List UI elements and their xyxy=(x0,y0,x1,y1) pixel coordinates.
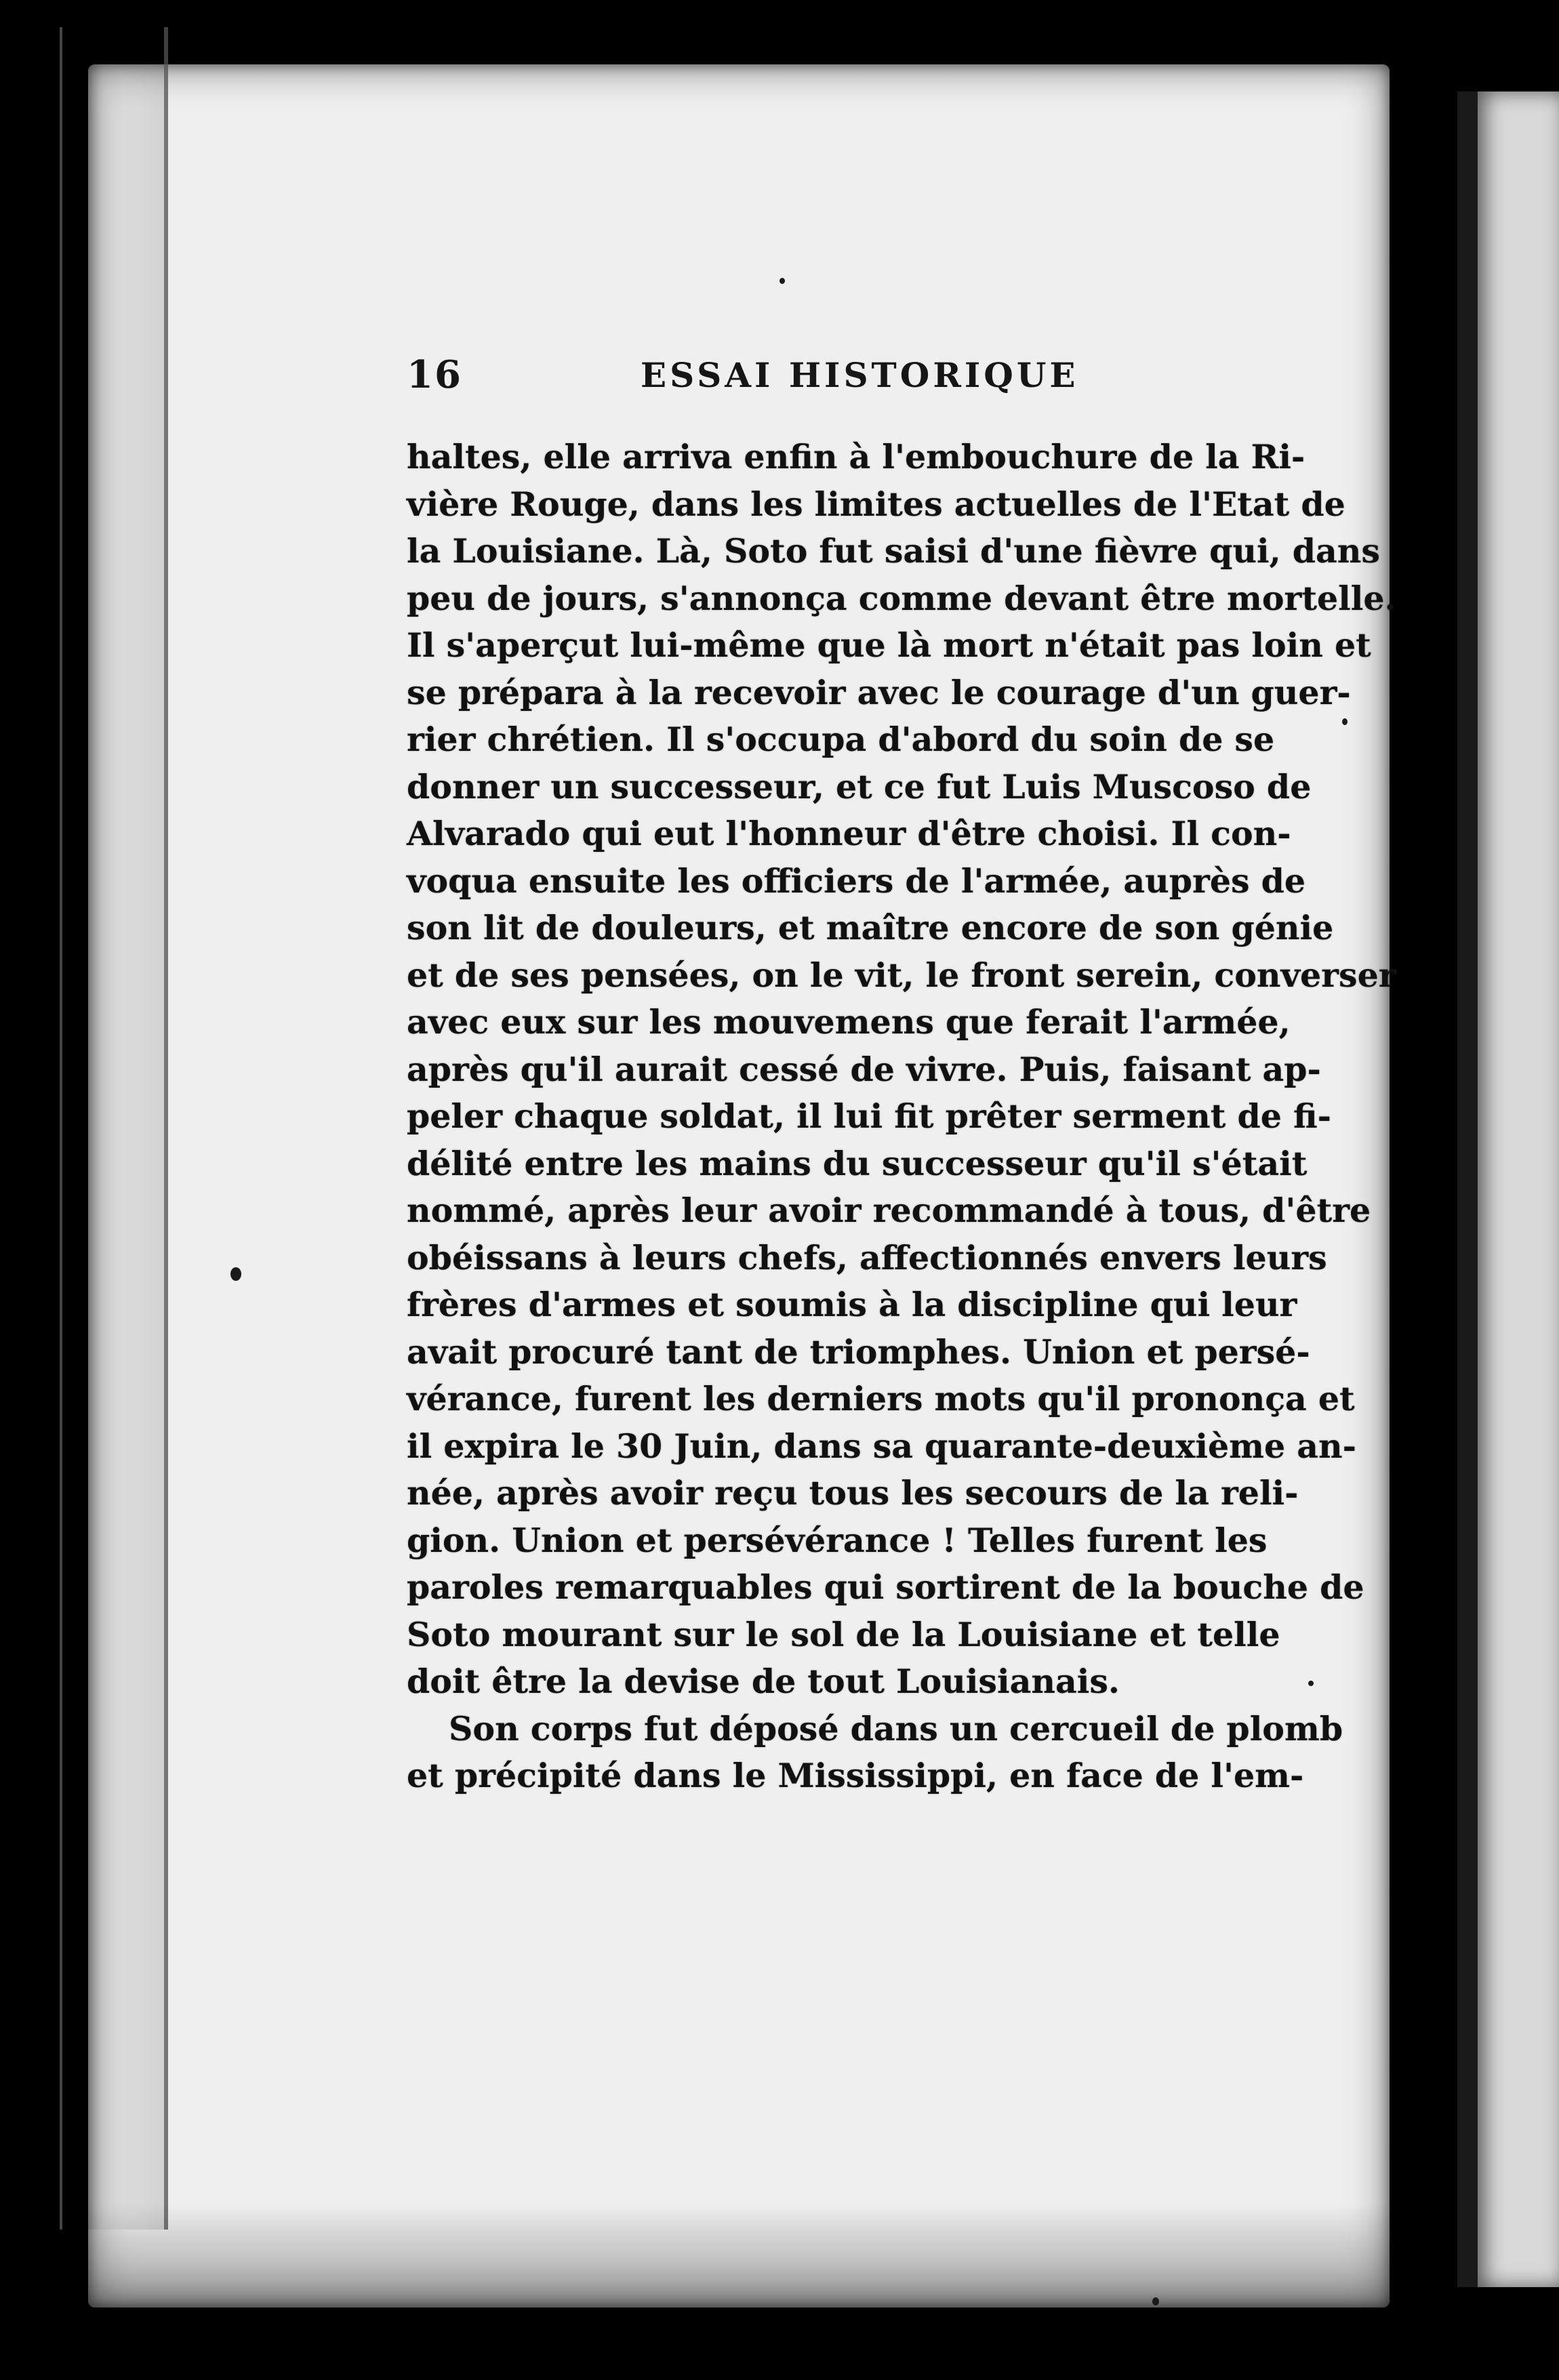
text-line: et précipité dans le Mississippi, en face de l'em- xyxy=(407,1756,1304,1795)
text-line: son lit de douleurs, et maître encore de son génie xyxy=(407,908,1334,947)
ink-speck xyxy=(779,278,785,284)
text-line: peu de jours, s'annonça comme devant être mortelle. xyxy=(407,578,1396,618)
facing-page-edge xyxy=(1457,91,1559,2287)
text-line: vière Rouge, dans les limites actuelles de l'Etat de xyxy=(407,484,1345,524)
text-line: avec eux sur les mouvemens que ferait l'armée, xyxy=(407,1002,1291,1042)
text-line: avait procuré tant de triomphes. Union et persé- xyxy=(407,1332,1310,1372)
body-text xyxy=(407,434,1396,1800)
ink-speck xyxy=(230,1267,241,1281)
text-line: et de ses pensées, on le vit, le front serein, converser xyxy=(407,955,1396,995)
text-line: peler chaque soldat, il lui fit prêter serment de fi- xyxy=(407,1096,1331,1136)
text-line: voqua ensuite les officiers de l'armée, auprès de xyxy=(407,861,1306,901)
text-line: Son corps fut déposé dans un cercueil de plomb xyxy=(449,1708,1343,1748)
page-number: 16 xyxy=(407,352,462,397)
text-line: Alvarado qui eut l'honneur d'être choisi. Il con- xyxy=(407,814,1291,853)
ink-speck xyxy=(1342,718,1348,725)
ink-speck xyxy=(1152,2297,1159,2305)
text-line: Il s'aperçut lui-même que là mort n'était pas loin et xyxy=(407,625,1371,665)
text-line: obéissans à leurs chefs, affectionnés envers leurs xyxy=(407,1237,1327,1277)
running-head xyxy=(407,352,1254,407)
text-line: nommé, après leur avoir recommandé à tous, d'être xyxy=(407,1191,1371,1230)
text-line: après qu'il aurait cessé de vivre. Puis, faisant ap- xyxy=(407,1049,1321,1089)
text-line: se prépara à la recevoir avec le courage d'un guer- xyxy=(407,672,1351,712)
text-line: Soto mourant sur le sol de la Louisiane et telle xyxy=(407,1614,1280,1654)
text-line: délité entre les mains du successeur qu'il s'était xyxy=(407,1143,1308,1183)
text-line: frères d'armes et soumis à la discipline qui leur xyxy=(407,1285,1297,1324)
binding-edge xyxy=(60,27,168,2230)
text-line: gion. Union et persévérance ! Telles furent les xyxy=(407,1520,1268,1560)
text-line: rier chrétien. Il s'occupa d'abord du soin de se xyxy=(407,720,1275,759)
ink-speck xyxy=(1308,1681,1314,1686)
running-title: ESSAI HISTORIQUE xyxy=(641,355,1079,395)
text-line: donner un successeur, et ce fut Luis Muscoso de xyxy=(407,766,1312,806)
text-line: née, après avoir reçu tous les secours de la reli- xyxy=(407,1473,1299,1513)
text-line: paroles remarquables qui sortirent de la bouche de xyxy=(407,1567,1364,1607)
text-line: vérance, furent les derniers mots qu'il prononça et xyxy=(407,1379,1355,1418)
text-line: haltes, elle arriva enfin à l'embouchure de la Ri- xyxy=(407,437,1305,476)
text-line: il expira le 30 Juin, dans sa quarante-deuxième an- xyxy=(407,1426,1356,1466)
text-line: doit être la devise de tout Louisianais. xyxy=(407,1662,1120,1701)
page-bottom-shadow xyxy=(88,2202,1390,2307)
text-line: la Louisiane. Là, Soto fut saisi d'une fièvre qui, dans xyxy=(407,531,1380,571)
